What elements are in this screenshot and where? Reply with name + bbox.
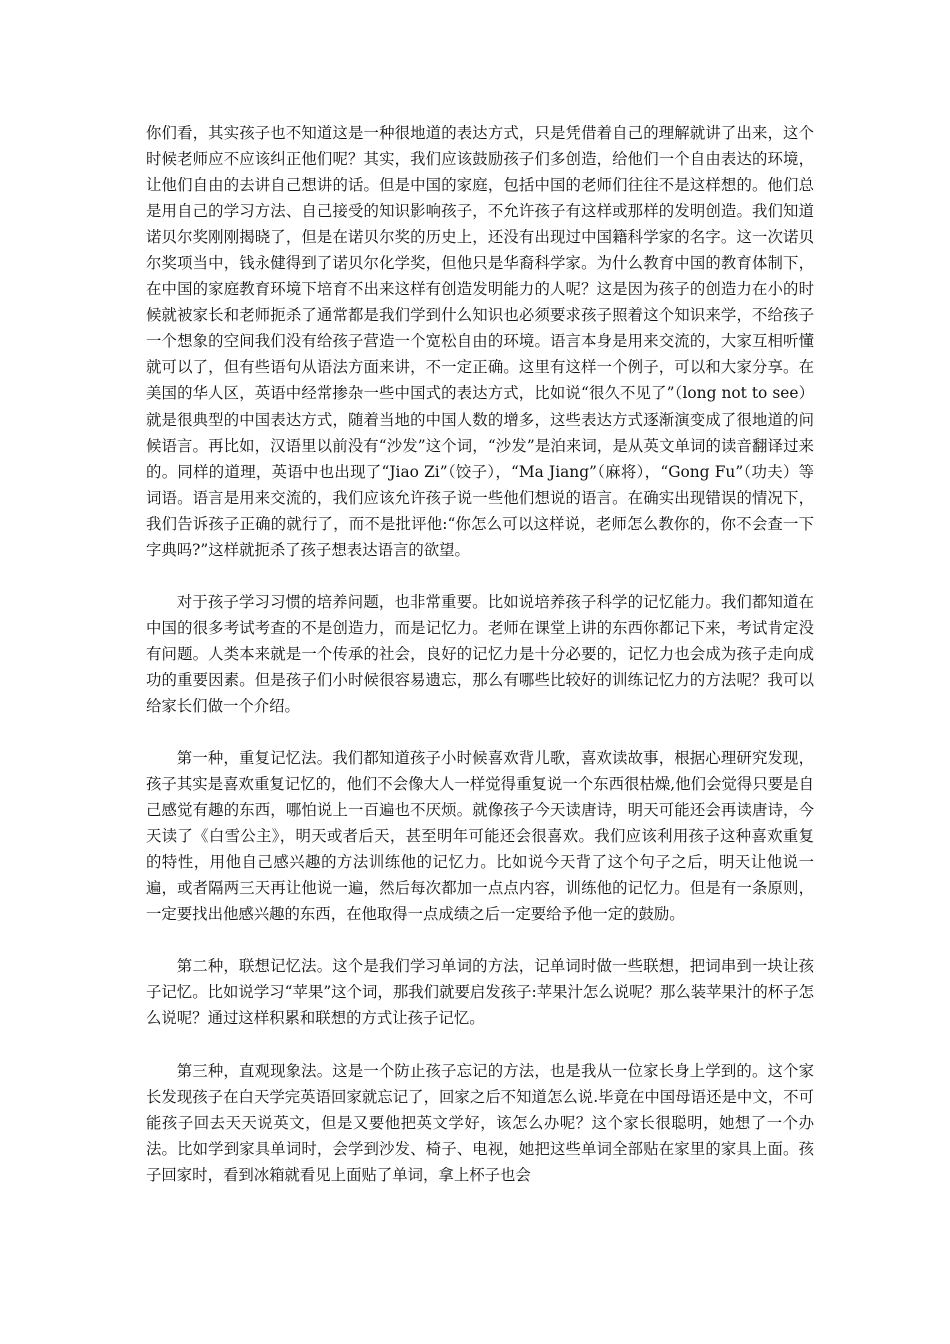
document-body xyxy=(146,120,814,1188)
paragraph-5: 第三种，直观现象法。这是一个防止孩子忘记的方法，也是我从一位家长身上学到的。这个家长发现孩子在白天学完英语回家就忘记了，回家之后不知道怎么说.毕竟在中国母语还是中文，不可能孩子回去天天说英文，但是又要他把英文学好，该怎么办呢？这个家长很聪明，她想了一个办法。比如学到家具单词时，会学到沙发、椅子、电视，她把这些单词全部贴在家里的家具上面。孩子回家时，看到冰箱就看见上面贴了单词，拿上杯子也会 xyxy=(146,1061,814,1184)
paragraph-1: 你们看，其实孩子也不知道这是一种很地道的表达方式，只是凭借着自己的理解就讲了出来，这个时候老师应不应该纠正他们呢？其实，我们应该鼓励孩子们多创造，给他们一个自由表达的环境，让他们自由的去讲自己想讲的话。但是中国的家庭，包括中国的老师们往往不是这样想的。他们总是用自己的学习方法、自己接受的知识影响孩子，不允许孩子有这样或那样的发明创造。我们知道诺贝尔奖刚刚揭晓了，但是在诺贝尔奖的历史上，还没有出现过中国籍科学家的名字。这一次诺贝尔奖项当中，钱永健得到了诺贝尔化学奖，但他只是华裔科学家。为什么教育中国的教育体制下，在中国的家庭教育环境下培育不出来这样有创造发明能力的人呢？这是因为孩子的创造力在小的时候就被家长和老师扼杀了通常都是我们学到什么知识也必须要求孩子照着这个知识来学，不给孩子一个想象的空间我们没有给孩子营造一个宽松自由的环境。语言本身是用来交流的，大家互相听懂就可以了，但有些语句从语法方面来讲，不一定正确。这里有这样一个例子，可以和大家分享。在美国的华人区，英语中经常掺杂一些中国式的表达方式，比如说“很久不见了”（long not to see）就是很典型的中国表达方式，随着当地的中国人数的增多，这些表达方式逐渐演变成了很地道的问候语言。再比如，汉语里以前没有“沙发”这个词，“沙发”是泊来词，是从英文单词的读音翻译过来的。同样的道理，英语中也出现了“Jiao Zi”（饺子），“Ma Jiang”（麻将），“Gong Fu”（功夫）等词语。语言是用来交流的，我们应该允许孩子说一些他们想说的语言。在确实出现错误的情况下，我们告诉孩子正确的就行了，而不是批评他:“你怎么可以这样说，老师怎么教你的，你不会查一下字典吗?”这样就扼杀了孩子想表达语言的欲望。 xyxy=(146,124,814,559)
paragraph-2: 对于孩子学习习惯的培养问题，也非常重要。比如说培养孩子科学的记忆能力。我们都知道在中国的很多考试考查的不是创造力，而是记忆力。老师在课堂上讲的东西你都记下来，考试肯定没有问题。人类本来就是一个传承的社会，良好的记忆力是十分必要的，记忆力也会成为孩子走向成功的重要因素。但是孩子们小时候很容易遗忘，那么有哪些比较好的训练记忆力的方法呢？我可以给家长们做一个介绍。 xyxy=(146,592,814,715)
paragraph-4: 第二种，联想记忆法。这个是我们学习单词的方法，记单词时做一些联想，把词串到一块让孩子记忆。比如说学习“苹果”这个词，那我们就要启发孩子:苹果汁怎么说呢？那么装苹果汁的杯子怎么说呢？通过这样积累和联想的方式让孩子记忆。 xyxy=(146,957,814,1028)
paragraph-3: 第一种，重复记忆法。我们都知道孩子小时候喜欢背儿歌，喜欢读故事，根据心理研究发现，孩子其实是喜欢重复记忆的，他们不会像大人一样觉得重复说一个东西很枯燥,他们会觉得只要是自己感觉有趣的东西，哪怕说上一百遍也不厌烦。就像孩子今天读唐诗，明天可能还会再读唐诗，今天读了《白雪公主》，明天或者后天，甚至明年可能还会很喜欢。我们应该利用孩子这种喜欢重复的特性，用他自己感兴趣的方法训练他的记忆力。比如说今天背了这个句子之后，明天让他说一遍，或者隔两三天再让他说一遍，然后每次都加一点点内容，训练他的记忆力。但是有一条原则，一定要找出他感兴趣的东西，在他取得一点成绩之后一定要给予他一定的鼓励。 xyxy=(146,749,814,924)
